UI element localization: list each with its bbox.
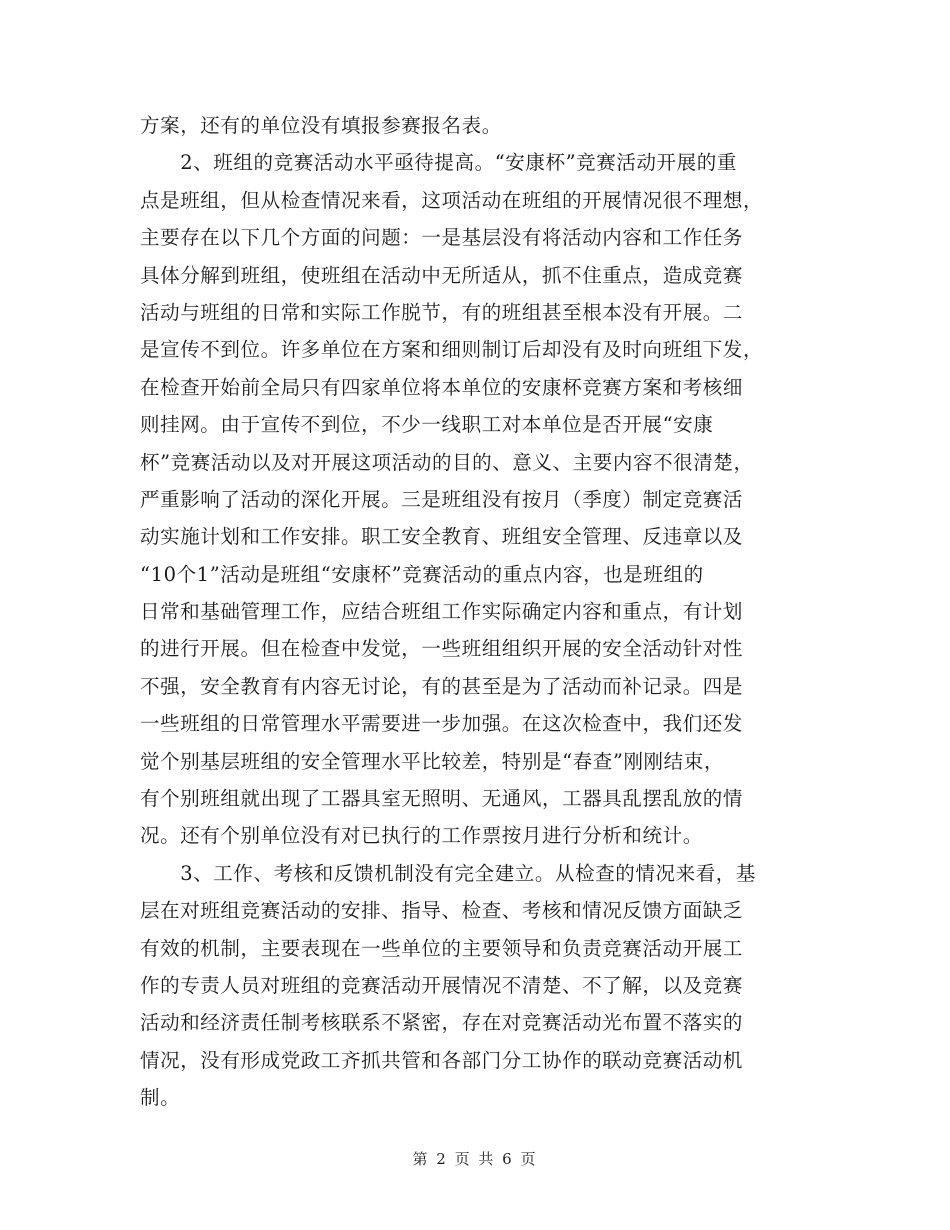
body-line: 制。 <box>140 1086 181 1110</box>
body-line: 有效的机制，主要表现在一些单位的主要领导和负责竞赛活动开展工 <box>140 936 744 960</box>
body-line: 一些班组的日常管理水平需要进一步加强。在这次检查中，我们还发 <box>140 712 744 736</box>
page-number-footer: 第 2 页 共 6 页 <box>412 1150 538 1168</box>
body-line: 在检查开始前全局只有四家单位将本单位的安康杯竞赛方案和考核细 <box>140 375 744 399</box>
body-line: 主要存在以下几个方面的问题：一是基层没有将活动内容和工作任务 <box>140 226 744 250</box>
body-line: 3、工作、考核和反馈机制没有完全建立。从检查的情况来看，基 <box>140 861 757 885</box>
body-line: 严重影响了活动的深化开展。三是班组没有按月（季度）制定竞赛活 <box>140 487 744 511</box>
document-body <box>140 107 820 1117</box>
body-line: “10个1”活动是班组“安康杯”竞赛活动的重点内容，也是班组的 <box>140 562 704 586</box>
body-line: 不强，安全教育有内容无讨论，有的甚至是为了活动而补记录。四是 <box>140 674 744 698</box>
body-line: 具体分解到班组，使班组在活动中无所适从，抓不住重点，造成竞赛 <box>140 263 744 287</box>
body-line: 2、班组的竞赛活动水平亟待提高。“安康杯”竞赛活动开展的重 <box>140 151 737 175</box>
body-line: 层在对班组竞赛活动的安排、指导、检查、考核和情况反馈方面缺乏 <box>140 899 744 923</box>
body-line: 的进行开展。但在检查中发觉，一些班组组织开展的安全活动针对性 <box>140 637 744 661</box>
body-line: 是宣传不到位。许多单位在方案和细则制订后却没有及时向班组下发， <box>140 338 764 362</box>
body-line: 方案，还有的单位没有填报参赛报名表。 <box>140 114 502 137</box>
body-line: 作的专责人员对班组的竞赛活动开展情况不清楚、不了解，以及竞赛 <box>140 973 744 997</box>
body-line: 日常和基础管理工作，应结合班组工作实际确定内容和重点，有计划 <box>140 600 744 624</box>
body-line: 活动与班组的日常和实际工作脱节，有的班组甚至根本没有开展。二 <box>140 300 744 324</box>
body-line: 则挂网。由于宣传不到位，不少一线职工对本单位是否开展“安康 <box>140 413 714 437</box>
body-line: 情况，没有形成党政工齐抓共管和各部门分工协作的联动竞赛活动机 <box>140 1048 744 1072</box>
body-line: 觉个别基层班组的安全管理水平比较差，特别是“春查”刚刚结束， <box>140 749 724 773</box>
body-line: 杯”竞赛活动以及对开展这项活动的目的、意义、主要内容不很清楚， <box>140 450 754 474</box>
body-line: 有个别班组就出现了工器具室无照明、无通风，工器具乱摆乱放的情 <box>140 787 744 811</box>
body-line: 活动和经济责任制考核联系不紧密，存在对竞赛活动光布置不落实的 <box>140 1011 744 1035</box>
body-line: 动实施计划和工作安排。职工安全教育、班组安全管理、反违章以及 <box>140 525 744 549</box>
body-line: 况。还有个别单位没有对已执行的工作票按月进行分析和统计。 <box>140 824 703 848</box>
body-line: 点是班组，但从检查情况来看，这项活动在班组的开展情况很不理想， <box>140 188 764 212</box>
